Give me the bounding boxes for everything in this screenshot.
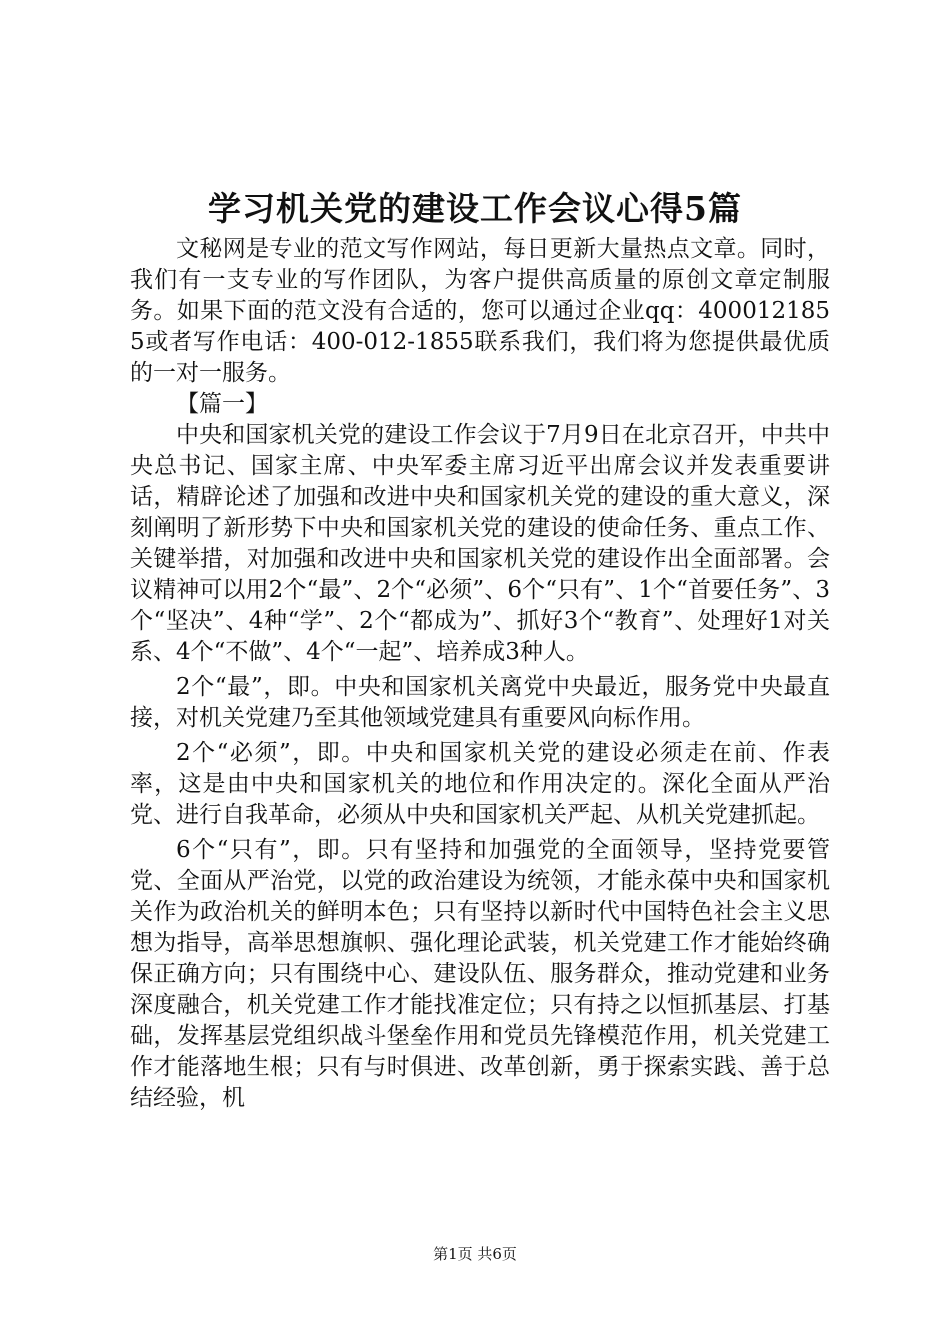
body-paragraph: 2个“最”，即。中央和国家机关离党中央最近，服务党中央最直接，对机关党建乃至其他领域党建具有重要风向标作用。 <box>130 674 830 731</box>
page-number-footer: 第1页 共6页 <box>433 1245 517 1263</box>
section-heading: 【篇一】 <box>176 391 268 417</box>
document-title: 学习机关党的建设工作会议心得5篇 <box>208 189 742 228</box>
body-paragraph: 6个“只有”，即。只有坚持和加强党的全面领导，坚持党要管党、全面从严治党，以党的政治建设为统领，才能永葆中央和国家机关作为政治机关的鲜明本色；只有坚持以新时代中国特色社会主义思想为指导，高举思想旗帜、强化理论武装，机关党建工作才能始终确保正确方向；只有围绕中心、建设队伍、服务群众，推动党建和业务深度融合，机关党建工作才能找准定位；只有持之以恒抓基层、打基础，发挥基层党组织战斗堡垒作用和党员先锋模范作用，机关党建工作才能落地生根；只有与时俱进、改革创新，勇于探索实践、善于总结经验，机 <box>130 837 830 1111</box>
body-paragraph: 2个“必须”，即。中央和国家机关党的建设必须走在前、作表率，这是由中央和国家机关的地位和作用决定的。深化全面从严治党、进行自我革命，必须从中央和国家机关严起、从机关党建抓起。 <box>130 740 830 828</box>
intro-paragraph: 文秘网是专业的范文写作网站，每日更新大量热点文章。同时，我们有一支专业的写作团队，为客户提供高质量的原创文章定制服务。如果下面的范文没有合适的，您可以通过企业qq：4000121855或者写作电话：400-012-1855联系我们，我们将为您提供最优质的一对一服务。 <box>130 236 830 386</box>
body-paragraph: 中央和国家机关党的建设工作会议于7月9日在北京召开，中共中央总书记、国家主席、中央军委主席习近平出席会议并发表重要讲话，精辟论述了加强和改进中央和国家机关党的建设的重大意义，深刻阐明了新形势下中央和国家机关党的建设的使命任务、重点工作、关键举措，对加强和改进中央和国家机关党的建设作出全面部署。会议精神可以用2个“最”、2个“必须”、6个“只有”、1个“首要任务”、3个“坚决”、4种“学”、2个“都成为”、抓好3个“教育”、处理好1对关系、4个“不做”、4个“一起”、培养成3种人。 <box>130 422 830 665</box>
document-body <box>130 234 830 1114</box>
